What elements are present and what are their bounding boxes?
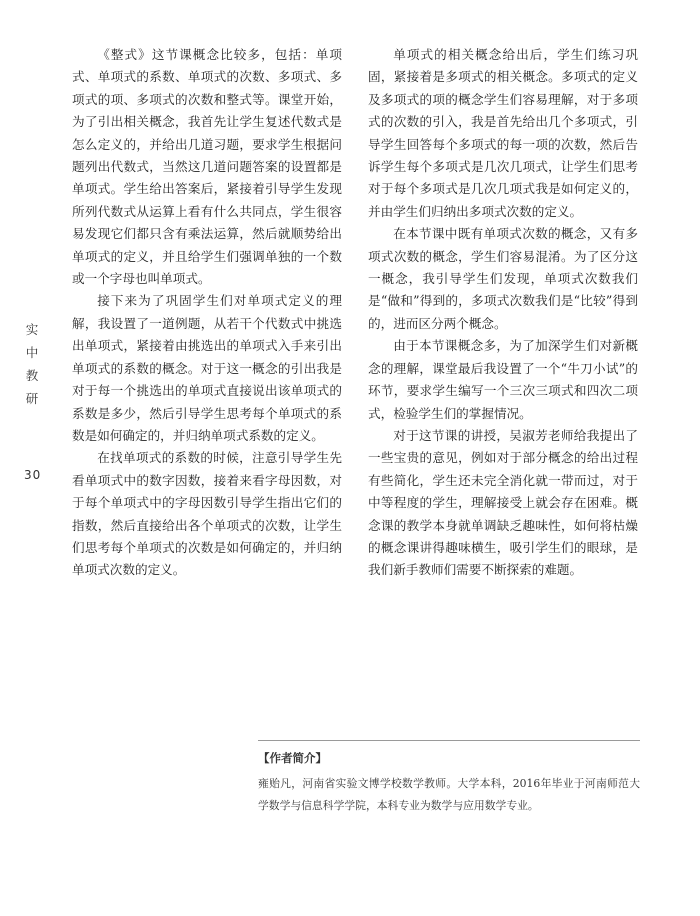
journal-name-char: 实 [25,322,39,337]
article-paragraph: 在本节课中既有单项式次数的概念，又有多项式次数的概念，学生们容易混淆。为了区分这一概念，我引导学生们发现，单项式次数我们是“做和”得到的，多项式次数我们是“比较”得到的，进而区分两个概念。 [368,226,638,331]
author-divider [258,740,640,741]
article-paragraph: 接下来为了巩固学生们对单项式定义的理解，我设置了一道例题，从若干个代数式中挑选出单项式，紧接着由挑选出的单项式入手来引出单项式的系数的概念。对于这一概念的引出我是对于每一个挑选出的单项式直接说出该单项式的系数是多少，然后引导学生思考每个单项式的系数是如何确定的，并归纳单项式系数的定义。 [72,293,342,443]
article-paragraph: 《整式》这节课概念比较多，包括：单项式、单项式的系数、单项式的次数、多项式、多项式的项、多项式的次数和整式等。课堂开始，为了引出相关概念，我首先让学生复述代数式是怎么定义的，并给出几道习题，要求学生根据问题列出代数式，当然这几道问题答案的设置都是单项式。学生给出答案后，紧接着引导学生发现所列代数式从运算上看有什么共同点，学生很容易发现它们都只含有乘法运算，然后就顺势给出单项式的定义，并且给学生们强调单独的一个数或一个字母也叫单项式。 [72,47,342,287]
author-heading: 【作者简介】 [258,751,327,765]
page-number: 30 [24,468,42,482]
journal-name-char: 教 [25,368,39,383]
article-paragraph: 对于这节课的讲授，吴淑芳老师给我提出了一些宝贵的意见，例如对于部分概念的给出过程有些简化，学生还未完全消化就一带而过，对于中等程度的学生，理解接受上就会存在困难。概念课的教学本身就单调缺乏趣味性，如何将枯燥的概念课讲得趣味横生，吸引学生们的眼球，是我们新手教师们需要不断探索的难题。 [368,427,638,578]
article-paragraph: 在找单项式的系数的时候，注意引导学生先看单项式中的数字因数，接着来看字母因数，对于每个单项式中的字母因数引导学生指出它们的指数，然后直接给出各个单项式的次数，让学生们思考每个单项式的次数是如何确定的，并归纳单项式次数的定义。 [72,450,342,578]
article-paragraph: 单项式的相关概念给出后，学生们练习巩固，紧接着是多项式的相关概念。多项式的定义及多项式的项的概念学生们容易理解，对于多项式的次数的引入，我是首先给出几个多项式，引导学生回答每个多项式的每一项的次数，然后告诉学生每个多项式是几次几项式，让学生们思考对于每个多项式是几次几项式我是如何定义的，并由学生们归纳出多项式次数的定义。 [368,47,638,219]
article-right-column [368,44,638,582]
journal-name-vertical [24,318,40,410]
journal-name-char: 研 [25,391,39,406]
article-paragraph: 由于本节课概念多，为了加深学生们对新概念的理解，课堂最后我设置了一个“牛刀小试”的环节，要求学生编写一个三次三项式和四次二项式，检验学生们的掌握情况。 [368,338,638,421]
journal-name-char: 中 [25,345,39,360]
author-bio: 雍贻凡，河南省实验文博学校数学教师。大学本科，2016年毕业于河南师范大学数学与信息科学学院，本科专业为数学与应用数学专业。 [258,777,640,812]
article-left-column [72,44,342,582]
